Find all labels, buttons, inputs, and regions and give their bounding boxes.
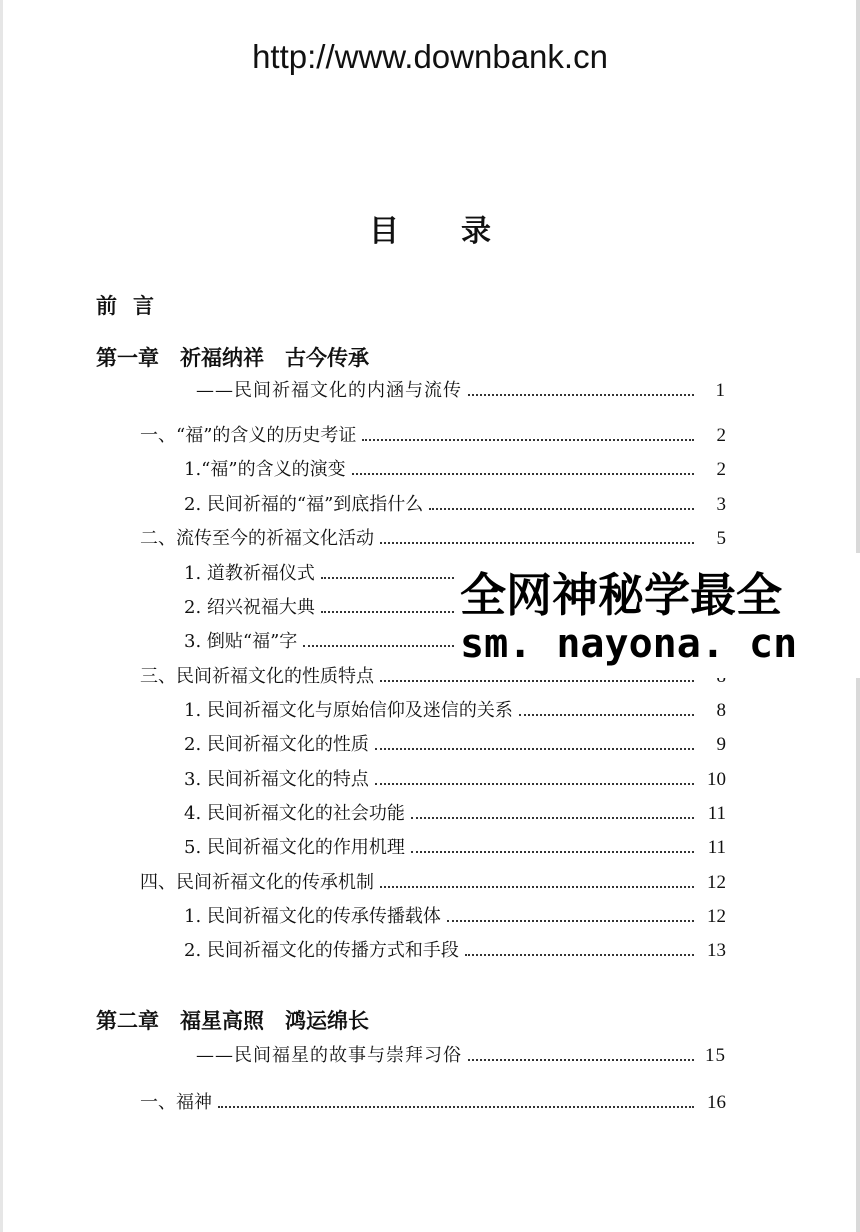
toc-entry [184,932,726,962]
toc-entry-text: 三、民间祈福文化的性质特点 [140,666,374,687]
toc-entry-page: 9 [716,734,726,755]
toc-entry [184,726,726,756]
leader-dots [468,394,694,396]
toc-entry-text: 1. 民间祈福文化与原始信仰及迷信的关系 [184,700,513,721]
toc-entry [184,795,726,825]
toc-entry-page: 8 [716,700,726,721]
chapter-1-heading: 第一章 祈福纳祥 古今传承 [96,346,369,370]
toc-entry-text: 2. 民间祈福的“福”到底指什么 [184,494,424,515]
toc-entry-text: 一、福神 [140,1092,212,1113]
toc-entry-text: 1.“福”的含义的演变 [184,459,346,480]
toc-entry-text: ——民间福星的故事与崇拜习俗 [196,1045,462,1066]
toc-entry-page: 13 [707,940,726,961]
leader-dots [468,1059,694,1061]
toc-entry-text: 2. 民间祈福文化的传播方式和手段 [184,940,459,961]
leader-dots [375,783,694,785]
toc-entry-text: 二、流传至今的祈福文化活动 [140,528,374,549]
toc-entry-page: 11 [707,803,726,824]
leader-dots [411,851,694,853]
toc-entry-text: 2. 民间祈福文化的性质 [184,734,369,755]
toc-entry [196,1037,726,1067]
toc-entry-page: 5 [716,528,726,549]
toc-entry-text: 5. 民间祈福文化的作用机理 [184,837,405,858]
leader-dots [352,473,694,475]
leader-dots [380,886,694,888]
toc-entry [184,829,726,859]
toc-entry-page: 2 [716,425,726,446]
toc-entry [140,864,726,894]
toc-entry-text: 四、民间祈福文化的传承机制 [140,872,374,893]
toc-entry-page: 12 [707,872,726,893]
toc-entry-page: 11 [707,837,726,858]
toc-entry-page: 2 [716,459,726,480]
leader-dots [380,680,694,682]
toc-entry-page: 1 [715,380,726,401]
leader-dots [447,920,694,922]
toc-entry-text: ——民间祈福文化的内涵与流传 [196,380,462,401]
leader-dots [218,1106,694,1108]
toc-entry-text: 1. 民间祈福文化的传承传播载体 [184,906,441,927]
leader-dots [380,542,694,544]
toc-entry-text: 一、“福”的含义的历史考证 [140,425,357,446]
toc-entry [140,417,726,447]
toc-entry-text: 3. 民间祈福文化的特点 [184,769,369,790]
watermark-title: 全网神秘学最全 [460,568,782,622]
preface-heading: 前言 [96,294,170,318]
leader-dots [519,714,694,716]
toc-entry-page: 16 [707,1092,726,1113]
leader-dots [411,817,694,819]
page-title: 目录 [369,214,553,249]
leader-dots [375,748,694,750]
toc-entry [196,372,726,402]
toc-entry-page: 3 [716,494,726,515]
leader-dots [465,954,694,956]
toc-entry [184,898,726,928]
toc-entry-text: 1. 道教祈福仪式 [184,563,315,584]
toc-entry [184,486,726,516]
leader-dots [429,508,694,510]
watermark-url: sm. nayona. cn [460,621,798,667]
toc-entry-page: 15 [705,1045,726,1066]
toc-entry [184,692,726,722]
leader-dots [362,439,694,441]
toc-entry [184,761,726,791]
header-url: http://www.downbank.cn [252,38,608,75]
page-left-edge [0,0,3,1232]
toc-entry [140,520,726,550]
toc-entry-text: 2. 绍兴祝福大典 [184,597,315,618]
toc-entry-page: 12 [707,906,726,927]
toc-entry [140,1084,726,1114]
toc-entry-text: 3. 倒贴“福”字 [184,631,298,652]
toc-entry-text: 4. 民间祈福文化的社会功能 [184,803,405,824]
toc-entry [184,451,726,481]
chapter-2-heading: 第二章 福星高照 鸿运绵长 [96,1009,369,1033]
watermark-overlay [454,553,860,678]
toc-entry-page: 10 [707,769,726,790]
